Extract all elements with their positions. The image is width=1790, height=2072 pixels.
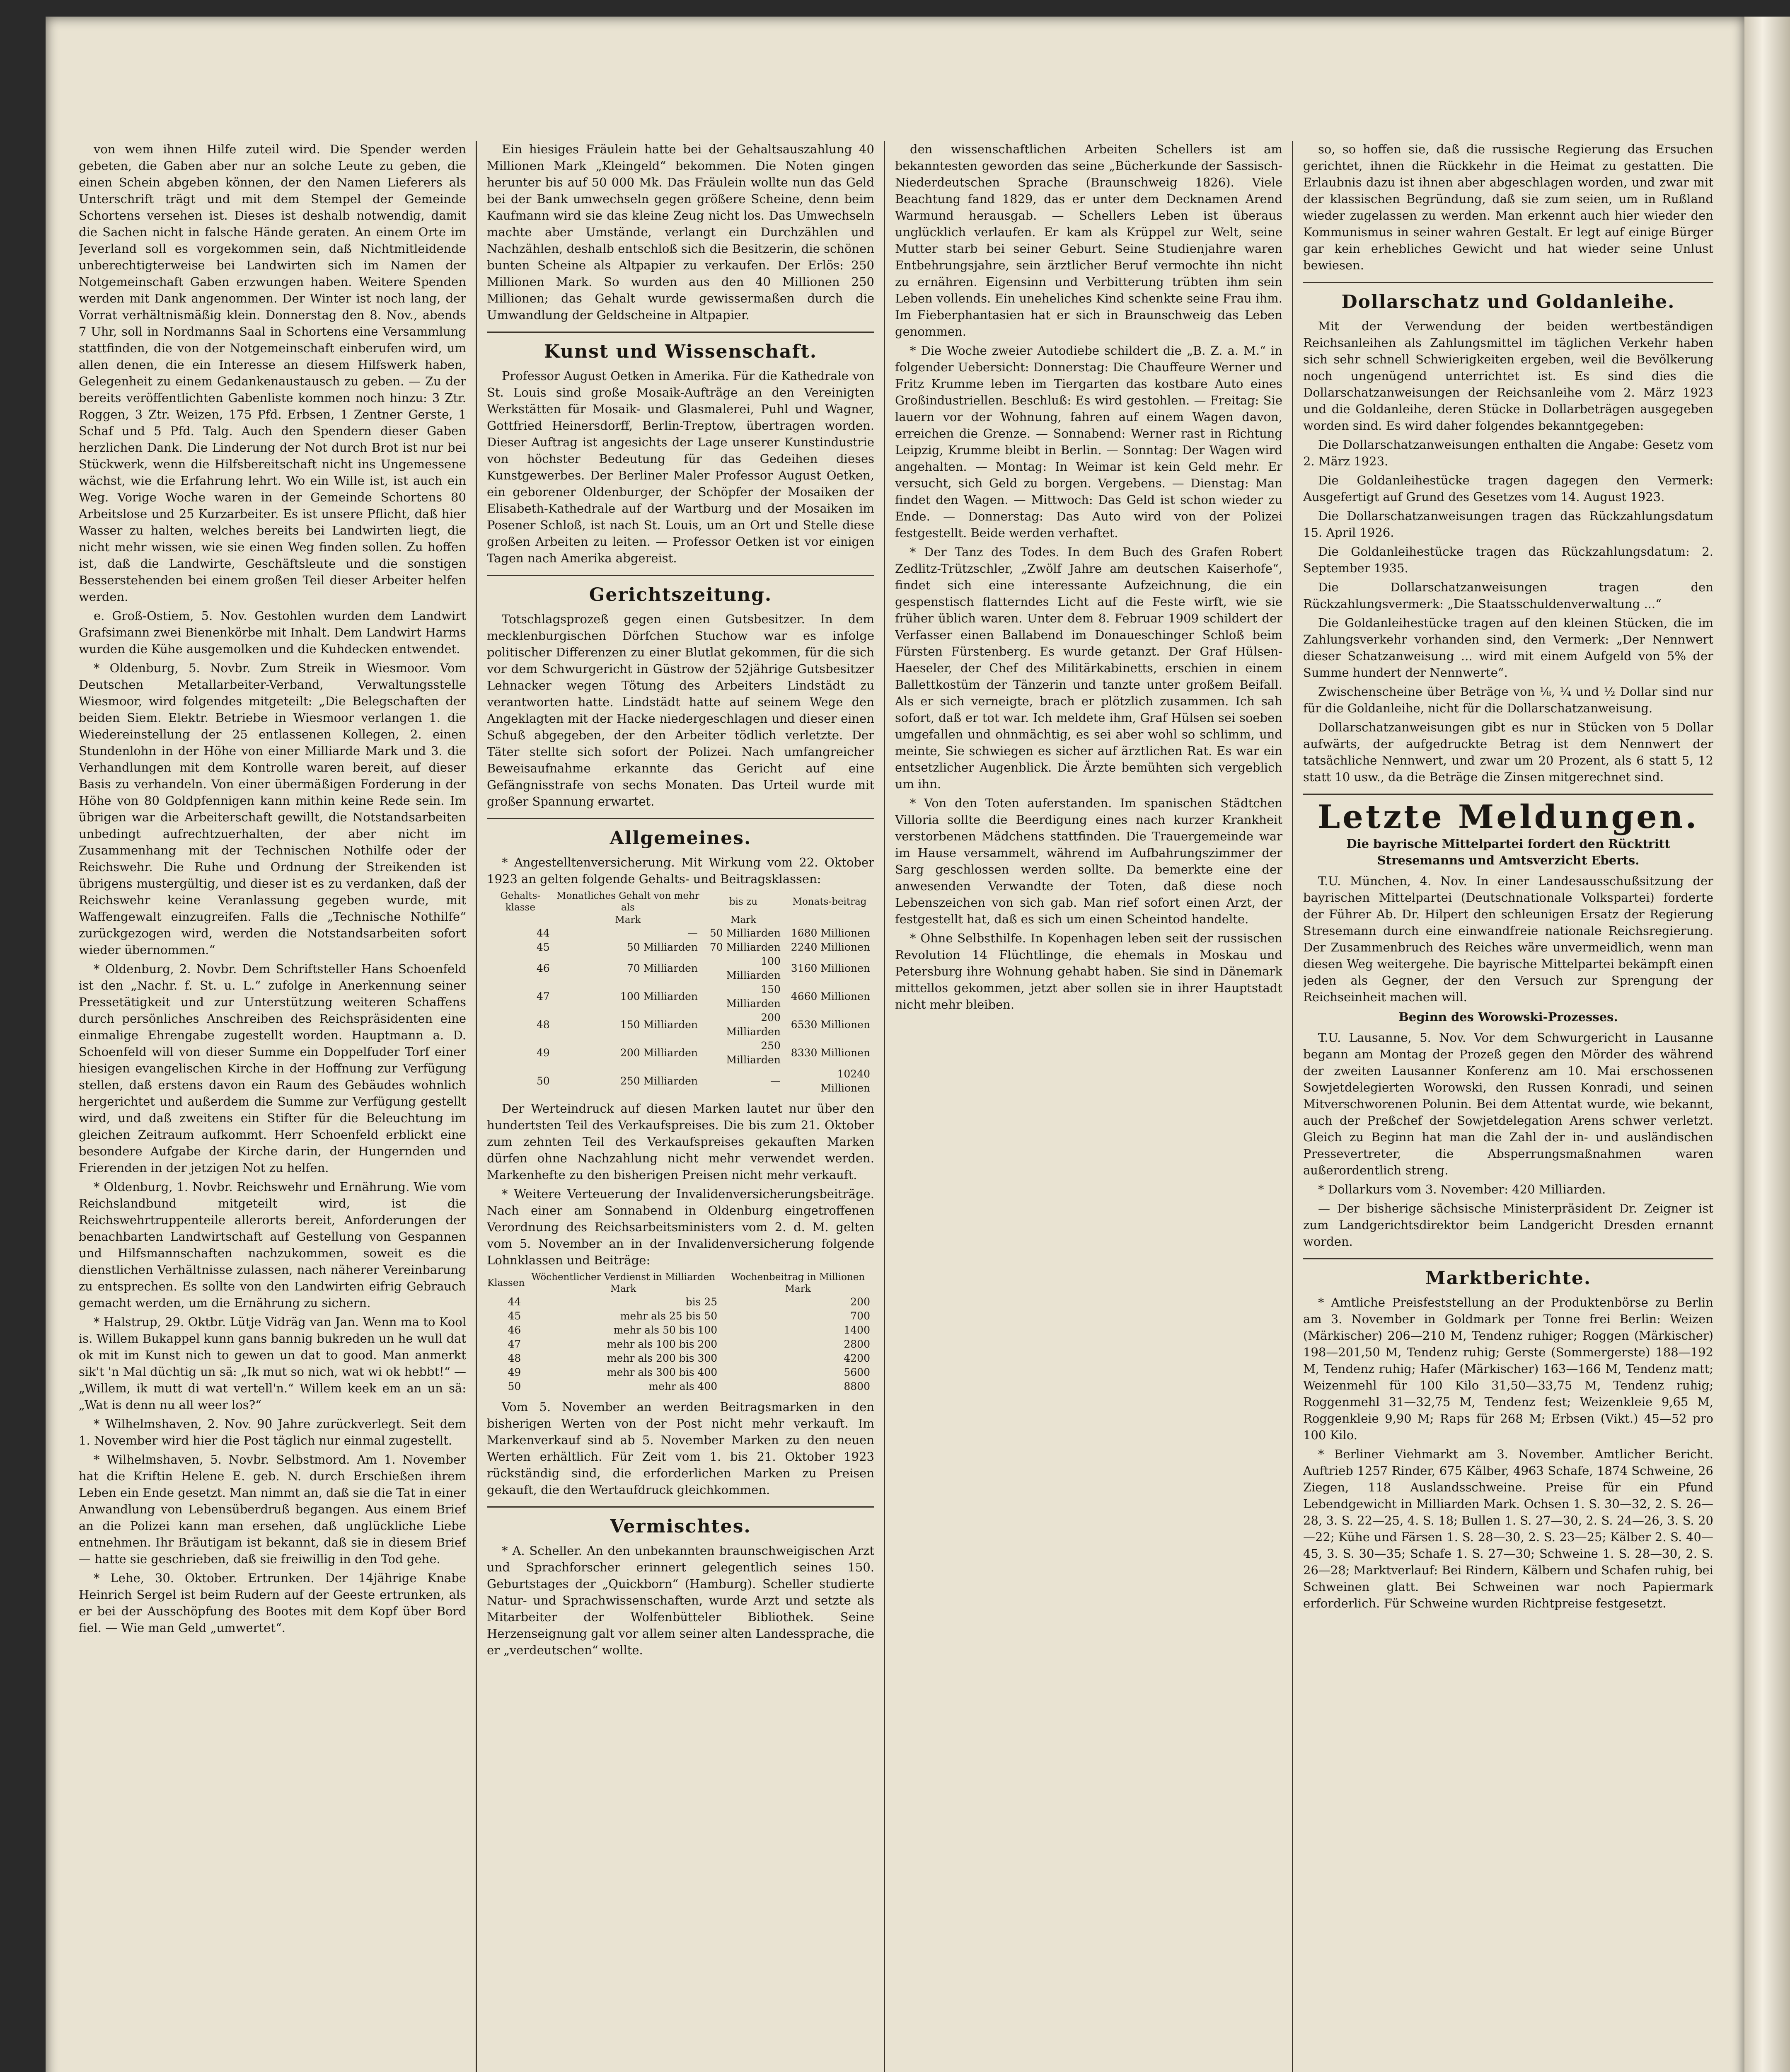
salary-class-table xyxy=(487,890,874,1095)
section-heading-allgemeines: Allgemeines. xyxy=(610,828,752,849)
section-heading-gericht: Gerichtszeitung. xyxy=(589,584,772,605)
table-header: bis zu xyxy=(729,896,758,907)
article-paragraph: Professor August Oetken in Amerika. Für die Kathedrale von St. Louis sind große Mosaik-Aufträge an den Vereinigten Werkstätten für Mosaik- und Glasmalerei, Puhl und Wagner, Gottfried Heinersdorff, Berlin-Treptow, übertragen worden. Dieser Auftrag ist angesichts der Lage unserer Kunstindustrie von höchster Bedeutung für das Gedeihen dieses Kunstgewerbes. Der Berliner Maler Professor August Oetken, ein geborener Oldenburger, der Schöpfer der Mosaiken der Elisabeth-Kathedrale auf der Wartburg und der Mosaiken im Posener Schloß, ist nach St. Louis, um an Ort und Stelle diese großen Arbeiten zu leiten. — Professor Oetken ist vor einigen Tagen nach Amerika abgereist. xyxy=(487,369,874,565)
section-heading-markt: Marktberichte. xyxy=(1425,1268,1592,1289)
table-header: Wöchentlicher Verdienst in Milliarden Mark xyxy=(531,1272,716,1294)
column-3 xyxy=(895,141,1282,2072)
newspaper-page xyxy=(46,17,1744,2072)
article-paragraph: * Oldenburg, 2. Novbr. Dem Schriftsteller Hans Schoenfeld ist den „Nachr. f. St. u. L.“ zufolge in Anerkennung seiner Pressetätigkeit und zur Unterstützung weiteren Schaffens durch persönliches Anschreiben des Reichspräsidenten eine einmalige Ehrengabe zugestellt worden. Hauptmann a. D. Schoenfeld will von dieser Summe ein Doppelfuder Torf einer hiesigen evangelischen Kirche in der Hoffnung zur Verfügung stellen, daß erstens davon ein Raum des Gebäudes wohnlich hergerichtet und außerdem die Summe zur Verfügung gestellt wird, und daß zweitens ein Stifter für die Beleuchtung im gleichen Zeitraum aufkommt. Herr Schoenfeld erblickt eine besondere Aufgabe der Kirche darin, der Hungernden und Frierenden in der jetzigen Not zu helfen. xyxy=(79,962,466,1175)
table-row: 49 200 Milliarden 250 Milliarden 8330 Millionen xyxy=(536,1040,870,1066)
article-paragraph: — Der bisherige sächsische Ministerpräsident Dr. Zeigner ist zum Landgerichtsdirektor beim Landgericht Dresden ernannt worden. xyxy=(1303,1201,1713,1249)
table-row: 46 70 Milliarden 100 Milliarden 3160 Millionen xyxy=(536,955,870,981)
article-paragraph: Zwischenscheine über Beträge von ⅛, ¼ und ½ Dollar sind nur für die Goldanleihe, nicht für die Dollarschatzanweisung. xyxy=(1303,685,1713,715)
section-divider xyxy=(487,575,874,576)
table-unit: Mark xyxy=(730,915,757,925)
article-paragraph: * Lehe, 30. Oktober. Ertrunken. Der 14jährige Knabe Heinrich Sergel ist beim Rudern auf der Geeste ertrunken, als er bei der Ausschöpfung des Bootes mit dem Kopf über Bord fiel. — Wie man Geld „umwertet“. xyxy=(79,1571,466,1635)
section-divider xyxy=(1303,794,1713,795)
table-unit xyxy=(785,914,874,926)
article-paragraph: T.U. München, 4. Nov. In einer Landesausschußsitzung der bayrischen Mittelpartei (Deutschnationale Volkspartei) forderte der Führer Ab. Dr. Hilpert den schleunigen Ersatz der Regierung Stresemann durch eine einwandfreie nationale Reichsregierung. Der Zusammenbruch des Reiches wäre unvermeidlich, wenn man diesen Weg weitergehe. Die bayrische Mittelpartei bekämpft einen jeden als Gegner, der den Versuch zur Sprengung der Reichseinheit machen will. xyxy=(1303,874,1713,1004)
article-paragraph: * Ohne Selbsthilfe. In Kopenhagen leben seit der russischen Revolution 14 Flüchtlinge, die ehemals in Moskau und Petersburg ihre Wohnung gehabt haben. Sie sind in Dänemark mittellos gekommen, jetzt aber sollen sie in ihrer Hauptstadt nicht mehr bleiben. xyxy=(895,931,1282,1012)
column-2 xyxy=(487,141,874,2072)
section-divider xyxy=(1303,282,1713,283)
page-edge xyxy=(1744,17,1790,2072)
article-paragraph: Totschlagsprozeß gegen einen Gutsbesitzer. In dem mecklenburgischen Dörfchen Stuchow war es infolge politischer Differenzen zu einer Blutlat gekommen, für die sich vor dem Schwurgericht in Güstrow der 52jährige Gutsbesitzer Lehnacker wegen Tötung des Arbeiters Lindstädt zu verantworten hatte. Lindstädt hatte auf seinem Wege den Angeklagten mit der Hacke niedergeschlagen und dieser einen Schuß abgegeben, der den Arbeiter tödlich verletzte. Der Täter stellte sich sofort der Polizei. Nach umfangreicher Beweisaufnahme erkannte das Gericht auf eine Gefängnisstrafe von sechs Monaten. Das Urteil wurde mit großer Spannung erwartet. xyxy=(487,612,874,808)
article-paragraph: von wem ihnen Hilfe zuteil wird. Die Spender werden gebeten, die Gaben aber nur an solche Leute zu geben, die einen Schein abgeben können, der den Namen Lieferers als Unterschrift trägt und mit dem Stempel der Gemeinde Schortens versehen ist. Dieses ist deshalb notwendig, damit die Sachen nicht in falsche Hände geraten. An einem Orte im Jeverland soll es vorgekommen sein, daß Nichtmitleidende unberechtigterweise bei Landwirten sich im Namen der Notgemeinschaft Gaben erzwungen haben. Weitere Spenden werden mit Dank angenommen. Der Winter ist noch lang, der Vorrat verhältnismäßig klein. Donnerstag den 8. Nov., abends 7 Uhr, soll in Nordmanns Saal in Schortens eine Versammlung stattfinden, die von der Notgemeinschaft einberufen wird, um allen denen, die ein Interesse an diesem Hilfswerk haben, Gelegenheit zu einem Gedankenaustausch zu geben. — Zu der bereits veröffentlichten Gabenliste kommen noch hinzu: 3 Ztr. Roggen, 3 Ztr. Weizen, 175 Pfd. Erbsen, 1 Zentner Gerste, 1 Schaf und 5 Pfd. Talg. Auch den Spendern dieser Gaben herzlichen Dank. Die Linderung der Not durch Brot ist nur bei Stückwerk, wenn die Hilfsbereitschaft nicht ins Ungemessene wächst, wie die Erfahrung lehrt. Wo ein Wille ist, ist auch ein Weg. Vorige Woche waren in der Gemeinde Schortens 80 Arbeitslose und 25 Kurzarbeiter. Es ist unsere Pflicht, daß hier Wasser zu halten, welches bereits bei Landwirten liegt, die nicht mehr wissen, wie sie einen Weg finden sollen. Zu hoffen ist, daß die Landwirte, Geschäftsleute und die sonstigen Besserstehenden bei einem großen Teil dieser Arbeiter helfen werden. xyxy=(79,142,466,604)
article-paragraph: Der Werteindruck auf diesen Marken lautet nur über den hundertsten Teil des Verkaufspreises. Die bis zum 21. Oktober zum zehnten Teil des Verkaufspreises gekauften Marken dürfen ohne Nachzahlung nicht mehr verwendet werden. Markenhefte zu den bisherigen Preisen nicht mehr verkauft. xyxy=(487,1101,874,1182)
article-paragraph: Die Dollarschatzanweisungen enthalten die Angabe: Gesetz vom 2. März 1923. xyxy=(1303,438,1713,468)
article-paragraph: * Berliner Viehmarkt am 3. November. Amtlicher Bericht. Auftrieb 1257 Rinder, 675 Kälber, 4963 Schafe, 1874 Schweine, 26 Ziegen, 118 Auslandsschweine. Preise für ein Pfund Lebendgewicht in Milliarden Mark. Ochsen 1. S. 30—32, 2. S. 26—28, 3. S. 22—25, 4. S. 18; Bullen 1. S. 27—30, 2. S. 24—26, 3. S. 20—22; Kühe und Färsen 1. S. 28—30, 2. S. 23—25; Kälber 2. S. 40—45, 3. S. 30—35; Schafe 1. S. 27—30; Schweine 1. S. 28—30, 2. S. 26—28; Marktverlauf: Bei Rindern, Kälbern und Schafen ruhig, bei Schweinen glatt. Bei Schweinen war noch Papiermark erforderlich. Für Schweine wurden Richtpreise festgesetzt. xyxy=(1303,1447,1713,1610)
article-paragraph: den wissenschaftlichen Arbeiten Schellers ist am bekanntesten geworden das seine „Bücherkunde der Sassisch-Niederdeutschen Sprache (Braunschweig 1826). Viele Beachtung fand 1829, das er unter dem Decknamen Arend Warmund herausgab. — Schellers Leben ist überaus unglücklich verlaufen. Er kam als Krüppel zur Welt, seine Mutter starb bei seiner Geburt. Seine Studienjahre waren Entbehrungsjahre, sein ärztlicher Beruf vermochte ihn nicht zu ernähren. Eigensinn und Verbitterung trübten ihm sein Leben vollends. Ein uneheliches Kind schenkte seine Frau ihm. Im Fieberphantasien hat er sich in Braunschweig das Leben genommen. xyxy=(895,142,1282,339)
section-divider xyxy=(487,332,874,333)
column-1 xyxy=(79,141,466,2072)
article-paragraph: * Der Tanz des Todes. In dem Buch des Grafen Robert Zedlitz-Trützschler, „Zwölf Jahre am deutschen Kaiserhofe“, findet sich eine interessante Aufzeichnung, die ein gespenstisch flatterndes Licht auf die Feste wirft, wie sie früher üblich waren. Unter dem 8. Februar 1909 schildert der Verfasser einen Ballabend im Donaueschinger Schloß beim Fürsten Fürstenberg. Es wurde getanzt. Der Graf Hülsen-Haeseler, der Chef des Militärkabinetts, erschien in einem Ballettkostüm der Tänzerin und tanzte unter großem Beifall. Als er sich verneigte, brach er plötzlich zusammen. Ich sah sofort, daß er tot war. Ich meldete ihm, Graf Hülsen sei soeben umgefallen und ohnmächtig, es sei aber wohl so schlimm, und meinte, Sie schwiegen es sicher auf ärztlichen Rat. Es war ein entsetzlicher Augenblick. Die Ärzte bemühten sich vergeblich um ihn. xyxy=(895,545,1282,791)
table-header: Monats-beitrag xyxy=(792,896,867,907)
table-row: 49 mehr als 300 bis 400 5600 xyxy=(508,1366,870,1378)
article-paragraph: Die Dollarschatzanweisungen tragen das Rückzahlungsdatum 15. April 1926. xyxy=(1303,509,1713,540)
table-row: 48 150 Milliarden 200 Milliarden 6530 Millionen xyxy=(536,1012,870,1038)
table-row: 50 250 Milliarden — 10240 Millionen xyxy=(536,1068,870,1094)
article-paragraph: T.U. Lausanne, 5. Nov. Vor dem Schwurgericht in Lausanne begann am Montag der Prozeß gegen den Mörder des während der zweiten Lausanner Konferenz am 10. Mai erschossenen Sowjetdelegierten Worowski, den Russen Konradi, und seinen Mitverschworenen Polunin. Bei dem Attentat wurde, wie bekannt, auch der Preßchef der Sowjetdelegation Arens schwer verletzt. Gleich zu Beginn hat man die Zahl der in- und ausländischen Pressevertreter, die Absperrungsmaßnahmen waren außerordentlich streng. xyxy=(1303,1031,1713,1177)
table-header: Gehalts-klasse xyxy=(500,891,541,913)
section-divider xyxy=(1303,1258,1713,1259)
section-divider xyxy=(487,818,874,819)
column-4 xyxy=(1303,141,1713,2072)
table-row: 45 mehr als 25 bis 50 700 xyxy=(508,1310,870,1322)
invalid-insurance-table xyxy=(487,1271,874,1394)
column-rule xyxy=(476,141,477,2072)
article-paragraph: Ein hiesiges Fräulein hatte bei der Gehaltsauszahlung 40 Millionen Mark „Kleingeld“ bekommen. Die Noten gingen herunter bis auf 50 000 Mk. Das Fräulein wollte nun das Geld bei der Bank umwechseln gegen größere Scheine, denn beim Kaufmann wird sie das kleine Zeug nicht los. Das Umwechseln machte aber Umstände, verlangt ein Durchzählen und Nachzählen, deshalb entschloß sich die Besitzerin, die schönen bunten Scheine als Altpapier zu verkaufen. Der Erlös: 250 Millionen Mark. So wurden aus den 40 Millionen 250 Millionen; das Gehalt wurde gewissermaßen durch die Umwandlung der Geldscheine in Altpapier. xyxy=(487,142,874,322)
column-rule xyxy=(884,141,885,2072)
table-row: 47 100 Milliarden 150 Milliarden 4660 Millionen xyxy=(536,983,870,1009)
article-paragraph: Die Goldanleihestücke tragen auf den kleinen Stücken, die im Zahlungsverkehr vorhanden sind, den Vermerk: „Der Nennwert dieser Schatzanweisung ... wird mit einem Aufgeld von 5% der Summe hundert der Nennwerte“. xyxy=(1303,616,1713,680)
article-paragraph: Die Goldanleihestücke tragen das Rückzahlungsdatum: 2. September 1935. xyxy=(1303,545,1713,575)
article-paragraph: * Amtliche Preisfeststellung an der Produktenbörse zu Berlin am 3. November in Goldmark per Tonne frei Berlin: Weizen (Märkischer) 206—210 M, Tendenz ruhiger; Roggen (Märkischer) 198—201,50 M, Tendenz ruhig; Gerste (Sommergerste) 188—192 M, Tendenz ruhig; Hafer (Märkischer) 163—166 M, Tendenz matt; Weizenmehl für 100 Kilo 31,50—33,75 M, Tendenz ruhig; Roggenmehl 31—32,75 M, Tendenz fest; Weizenkleie 9,65 M, Roggenkleie 9,90 M; Raps für 268 M; Erbsen (Vikt.) 45—52 pro 100 Kilo. xyxy=(1303,1295,1713,1442)
article-paragraph: Mit der Verwendung der beiden wertbeständigen Reichsanleihen als Zahlungsmittel im täglichen Verkehr haben sich sehr schnell Schwierigkeiten ergeben, weil die Bevölkerung noch ungenügend unterrichtet ist. Es sind dies die Dollarschatzanweisungen der Reichsanleihe vom 2. März 1923 und die Goldanleihe, deren Stücke in Dollarbeträgen ausgegeben worden sind. Es wird daher folgendes bekanntgegeben: xyxy=(1303,319,1713,433)
section-heading-dollar: Dollarschatz und Goldanleihe. xyxy=(1341,291,1675,312)
table-header: Wochenbeitrag in Millionen Mark xyxy=(731,1272,865,1294)
article-paragraph: * A. Scheller. An den unbekannten braunschweigischen Arzt und Sprachforscher erinnert gelegentlich seines 150. Geburtstages der „Quickborn“ (Hamburg). Scheller studierte Natur- und Sprachwissenschaften, wurde Arzt und setzte als Mitarbeiter der Wolfenbütteler Bibliothek. Seine Herzenseignung galt vor allem seiner alten Landessprache, die er „verdeutschen“ wollte. xyxy=(487,1544,874,1657)
table-row: 47 mehr als 100 bis 200 2800 xyxy=(508,1338,870,1350)
article-subheading: Die bayrische Mittelpartei fordert den Rücktritt Stresemanns und Amtsverzicht Eberts. xyxy=(1346,837,1670,867)
table-unit xyxy=(487,914,554,926)
section-heading-letzte: Letzte Meldungen. xyxy=(1317,798,1699,836)
table-header: Monatliches Gehalt von mehr als xyxy=(556,891,699,913)
article-paragraph: * Angestelltenversicherung. Mit Wirkung vom 22. Oktober 1923 an gelten folgende Gehalts- und Beitragsklassen: xyxy=(487,855,874,886)
table-row: 46 mehr als 50 bis 100 1400 xyxy=(508,1324,870,1336)
table-header: Klassen xyxy=(487,1278,525,1288)
table-row: 44 bis 25 200 xyxy=(508,1296,870,1308)
article-paragraph: Dollarschatzanweisungen gibt es nur in Stücken von 5 Dollar aufwärts, der aufgedruckte Betrag ist dem Nennwert der tatsächliche Nennwert, und zwar um 20 Prozent, als 6 statt 5, 12 statt 10 usw., da die Beträge die Zinsen mitgerechnet sind. xyxy=(1303,720,1713,784)
article-paragraph: * Dollarkurs vom 3. November: 420 Milliarden. xyxy=(1318,1182,1606,1196)
table-unit: Mark xyxy=(615,915,641,925)
table-row: 44 — 50 Milliarden 1680 Millionen xyxy=(536,927,870,939)
article-paragraph: so, so hoffen sie, daß die russische Regierung das Ersuchen gerichtet, ihnen die Rückkehr in die Heimat zu gestatten. Die Erlaubnis dazu ist ihnen aber abgeschlagen worden, und zwar mit der klassischen Begründung, daß sie zum seien, um in Rußland wieder zugelassen zu werden. Man erkennt auch hier wieder den Kommunismus in seiner wahren Gestalt. Er legt auf einige Bürger gar kein erhebliches Gewicht und hat wieder seine Unlust bewiesen. xyxy=(1303,142,1713,272)
article-paragraph: * Die Woche zweier Autodiebe schildert die „B. Z. a. M.“ in folgender Uebersicht: Donnerstag: Die Chauffeure Werner und Fritz Krumme leben im Tiergarten das kostbare Auto eines Großindustriellen. Beschluß: Es wird gestohlen. — Freitag: Sie lauern vor der Wohnung, fahren auf einem Wagen davon, erreichen die Grenze. — Sonnabend: Werner rast in Richtung Leipzig, Krumme bleibt in Berlin. — Sonntag: Der Wagen wird angehalten. — Montag: In Weimar ist kein Geld mehr. Er versucht, sich Geld zu borgen. Vergebens. — Dienstag: Man findet den Wagen. — Mittwoch: Das Geld ist schon wieder zu Ende. — Donnerstag: Das Auto wird von der Polizei festgestellt. Beide werden verhaftet. xyxy=(895,344,1282,540)
article-paragraph: * Oldenburg, 5. Novbr. Zum Streik in Wiesmoor. Vom Deutschen Metallarbeiter-Verband, Verwaltungsstelle Wiesmoor, wird folgendes mitgeteilt: „Die Belegschaften der beiden Siem. Elektr. Betriebe in Wiesmoor verlangen 1. die Wiedereinstellung der 25 entlassenen Kollegen, 2. einen Stundenlohn in der Höhe von einer Milliarde Mark und 3. die Verhandlungen mit dem Kontrolle waren bereit, auf dieser Basis zu verhandeln. Von einer übermäßigen Forderung in der Höhe von 80 Goldpfennigen kann mithin keine Rede sein. Im übrigen war die Arbeiterschaft gewillt, die Notstandsarbeiten unbedingt aufrechtzuerhalten, der aber nicht im Zusammenhang mit der Technischen Nothilfe oder der Reichswehr. Die Ruhe und Ordnung der Streikenden ist übrigens mustergültig, und dieser ist es zu verdanken, daß der Reichswehr keine Veranlassung gegeben wurde, mit Waffengewalt einzugreifen. Falls die „Technische Nothilfe“ zurückgezogen wird, werden die Notstandsarbeiten sofort wieder übernommen.“ xyxy=(79,661,466,957)
section-heading-vermischtes: Vermischtes. xyxy=(610,1516,751,1537)
column-rule xyxy=(1292,141,1293,2072)
article-paragraph: * Von den Toten auferstanden. Im spanischen Städtchen Villoria sollte die Beerdigung eines nach kurzer Krankheit verstorbenen Mädchens stattfinden. Die Trauergemeinde war im Hause versammelt, während im Aufbahrungszimmer der Sarg geschlossen werden sollte. Da bemerkte eine der anwesenden Verwandte der Toten, daß diese noch Lebenszeichen von sich gab. Man rief sofort einen Arzt, der festgestellt hat, daß es sich um einen Scheintod handelte. xyxy=(895,796,1282,926)
article-paragraph: * Weitere Verteuerung der Invalidenversicherungsbeiträge. Nach einer am Sonnabend in Oldenburg eingetroffenen Verordnung des Reichsarbeitsministers vom 2. d. M. gelten vom 5. November an in der Invalidenversicherung folgende Lohnklassen und Beiträge: xyxy=(487,1187,874,1267)
table-row: 45 50 Milliarden 70 Milliarden 2240 Millionen xyxy=(536,941,870,953)
article-paragraph: * Wilhelmshaven, 5. Novbr. Selbstmord. Am 1. November hat die Kriftin Helene E. geb. N. durch Erschießen ihrem Leben ein Ende gesetzt. Man nimmt an, daß sie die Tat in einer Anwandlung von Lebensüberdruß begangen. Aus einem Brief an die Polizei kann man ersehen, daß unglückliche Liebe entnehmen. Ihr Bräutigam ist bekannt, daß sie in diesem Brief — hatte sie geschrieben, daß sie freiwillig in den Tod gehe. xyxy=(79,1452,466,1566)
table-row: 48 mehr als 200 bis 300 4200 xyxy=(508,1352,870,1364)
article-paragraph: Vom 5. November an werden Beitragsmarken in den bisherigen Werten von der Post nicht mehr verkauft. Im Markenverkauf sind ab 5. November Marken zu den neuen Werten erhältlich. Für Zeit vom 1. bis 21. Oktober 1923 rückständig sind, die erforderlichen Marken zu Preisen gekauft, die den Wertaufdruck gleichkommen. xyxy=(487,1400,874,1497)
article-paragraph: e. Groß-Ostiem, 5. Nov. Gestohlen wurden dem Landwirt Grafsimann zwei Bienenkörbe mit Inhalt. Dem Landwirt Harms wurden die Kühe ausgemolken und die Kuhdecken entwendet. xyxy=(79,609,466,656)
article-paragraph: Die Goldanleihestücke tragen dagegen den Vermerk: Ausgefertigt auf Grund des Gesetzes vom 14. August 1923. xyxy=(1303,473,1713,504)
article-paragraph: * Halstrup, 29. Oktbr. Lütje Vidräg van Jan. Wenn ma to Kool is. Willem Bukappel kunn gans bannig bukreden un he wull dat ok mit im Kunst nich to gewen un dat to good. Man anmerkt sik't 'n Mal düchtig un sä: „Ik mut so nich, wat wi ok hebbt!“ — „Willem, ik mutt di wat vertell'n.“ Willem keek em an un sä: „Wat is denn nu all weer los?“ xyxy=(79,1315,466,1412)
article-paragraph: * Oldenburg, 1. Novbr. Reichswehr und Ernährung. Wie vom Reichslandbund mitgeteilt wird, ist die Reichswehrtruppenteile allerorts bereit, Anforderungen der benachbarten Landwirtschaft auf Gestellung von Gespannen und Hilfsmannschaften nachzukommen, soweit es die dienstlichen Verhältnisse zulassen, nach näherer Vereinbarung zu entsprechen. Es sollte von den Landwirten eifrig Gebrauch gemacht werden, um die Ernährung zu sichern. xyxy=(79,1180,466,1310)
section-heading-kunst: Kunst und Wissenschaft. xyxy=(544,341,818,362)
table-row: 50 mehr als 400 8800 xyxy=(508,1380,870,1392)
article-subheading: Beginn des Worowski-Prozesses. xyxy=(1398,1010,1618,1024)
section-divider xyxy=(487,1506,874,1508)
article-paragraph: Die Dollarschatzanweisungen tragen den Rückzahlungsvermerk: „Die Staatsschuldenverwaltung ...“ xyxy=(1303,580,1713,611)
article-paragraph: * Wilhelmshaven, 2. Nov. 90 Jahre zurückverlegt. Seit dem 1. November wird hier die Post täglich nur einmal zugestellt. xyxy=(79,1417,466,1447)
